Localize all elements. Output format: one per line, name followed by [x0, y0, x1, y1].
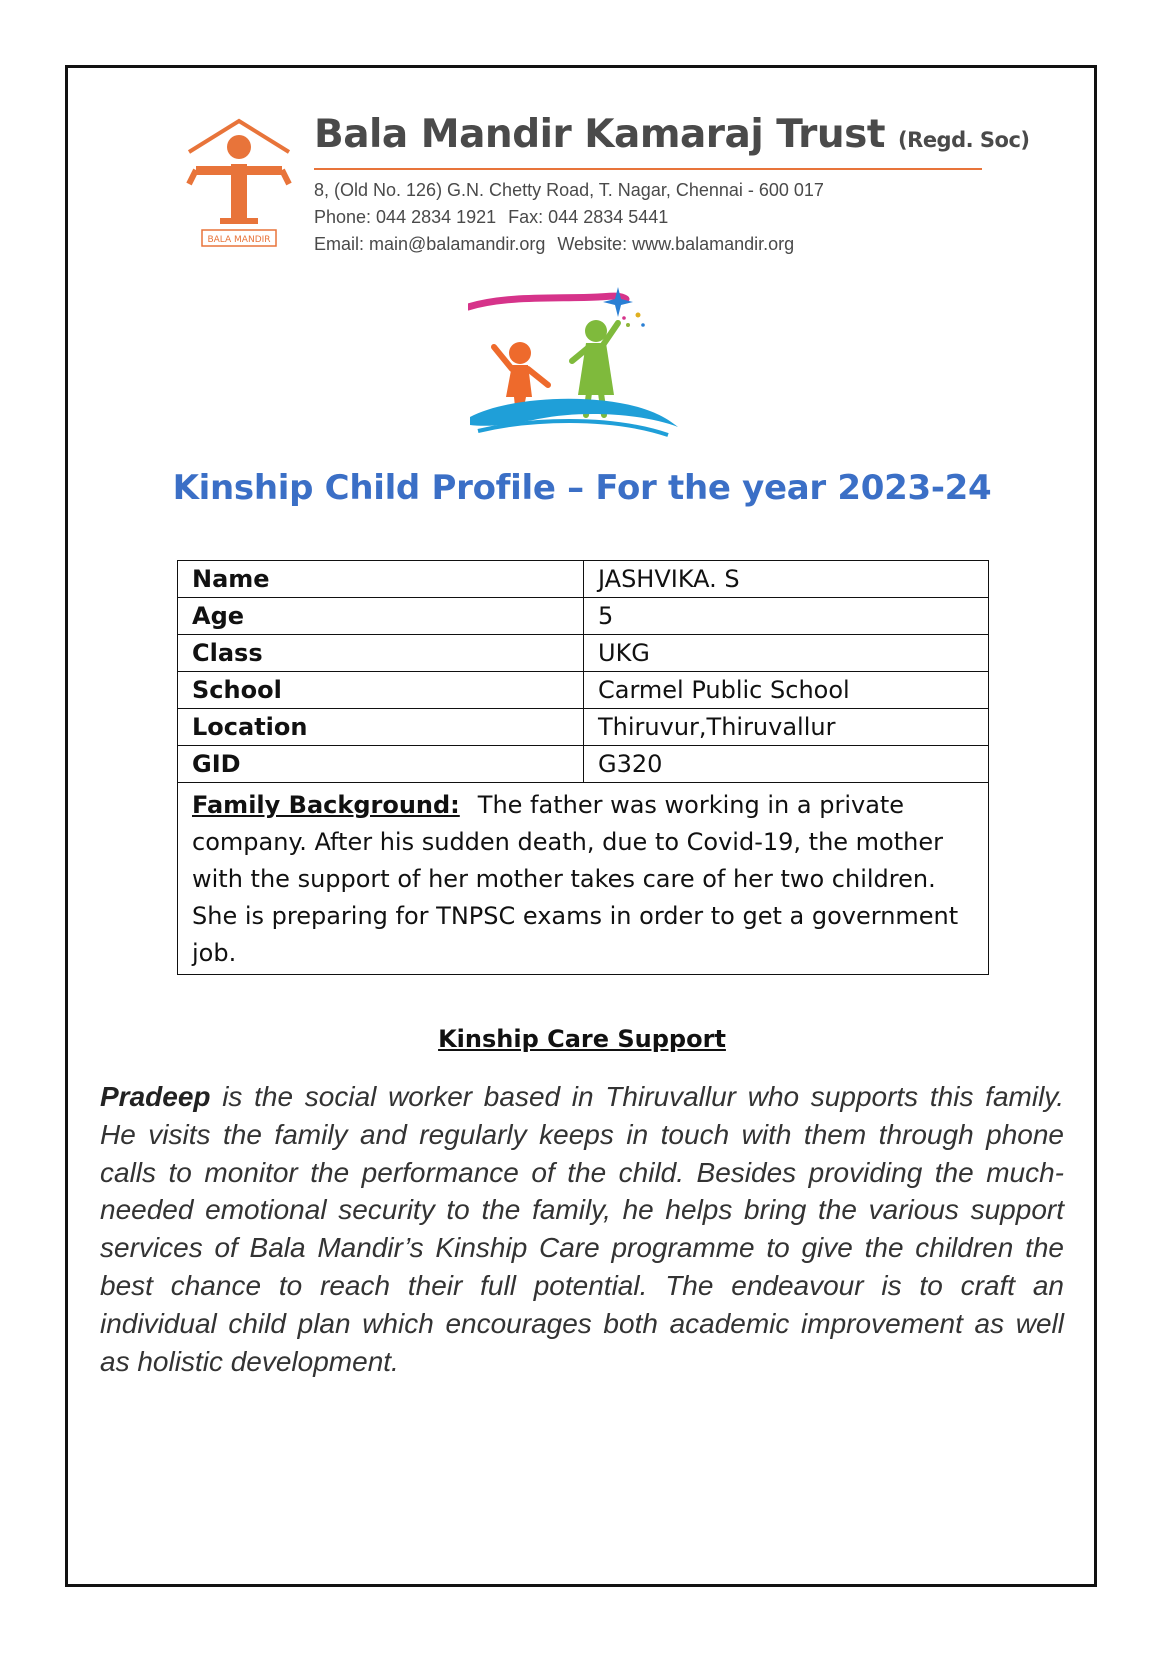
logo-caption: BALA MANDIR — [207, 235, 271, 245]
org-address: 8, (Old No. 126) G.N. Chetty Road, T. Nagar, Chennai - 600 017 — [314, 180, 824, 200]
field-label: School — [178, 672, 584, 709]
table-row — [178, 598, 989, 635]
org-email-website — [314, 234, 794, 255]
table-row — [178, 635, 989, 672]
child-profile-table — [177, 560, 989, 975]
field-label: Location — [178, 709, 584, 746]
family-background-text: The father was working in a private company. After his sudden death, due to Covid-19, the mother with the support of her mother takes care of her two children. She is preparing for TNPSC exams in order to get a government job. — [192, 791, 959, 967]
field-label: Age — [178, 598, 584, 635]
field-value: Thiruvur,Thiruvallur — [584, 709, 989, 746]
org-email: Email: main@balamandir.org — [314, 234, 546, 254]
org-phone: Phone: 044 2834 1921 — [314, 207, 497, 227]
field-value: 5 — [584, 598, 989, 635]
table-row — [178, 746, 989, 783]
field-value: JASHVIKA. S — [584, 561, 989, 598]
org-website: Website: www.balamandir.org — [557, 234, 795, 254]
support-paragraph — [100, 1078, 1064, 1380]
table-row — [178, 561, 989, 598]
family-background-cell — [178, 783, 989, 975]
org-registration: (Regd. Soc) — [898, 128, 1030, 152]
org-fax: Fax: 044 2834 5441 — [508, 207, 669, 227]
org-phone-fax — [314, 207, 668, 228]
org-name — [314, 112, 1030, 157]
field-value: G320 — [584, 746, 989, 783]
field-value: UKG — [584, 635, 989, 672]
table-row — [178, 672, 989, 709]
bala-mandir-logo — [186, 118, 292, 250]
field-label: Class — [178, 635, 584, 672]
support-heading: Kinship Care Support — [438, 1025, 726, 1053]
field-value: Carmel Public School — [584, 672, 989, 709]
family-background-label: Family Background: — [192, 791, 460, 819]
social-worker-name: Pradeep — [100, 1081, 211, 1112]
letterhead — [186, 112, 1030, 262]
family-background-row — [178, 783, 989, 975]
kinship-children-logo — [468, 285, 692, 450]
table-row — [178, 709, 989, 746]
support-body: is the social worker based in Thiruvallur who supports this family. He visits the family and regularly keeps in touch with them through phone calls to monitor the performance of the child. Besides providing the much-needed emotional security to the family, he helps bring the various support services of Bala Mandir’s Kinship Care programme to give the children the best chance to reach their full potential. The endeavour is to craft an individual child plan which encourages both academic improvement as well as holistic development. — [100, 1081, 1064, 1377]
field-label: GID — [178, 746, 584, 783]
page-title: Kinship Child Profile – For the year 2023-24 — [172, 468, 992, 508]
field-label: Name — [178, 561, 584, 598]
org-name-text: Bala Mandir Kamaraj Trust — [314, 112, 885, 157]
header-rule — [314, 168, 982, 170]
